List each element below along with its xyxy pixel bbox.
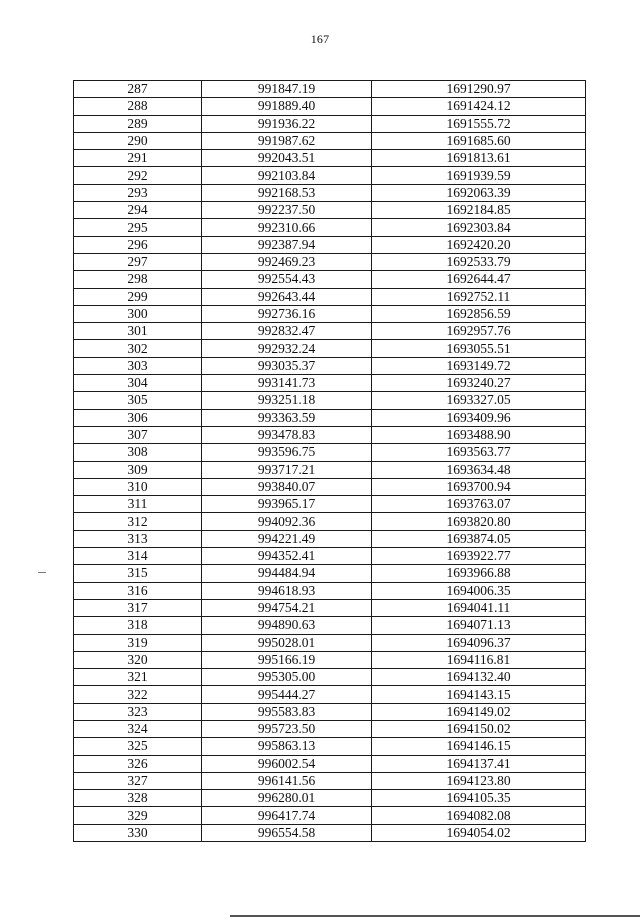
x-coordinate-cell: 995723.50 xyxy=(202,720,372,737)
point-number-cell: 302 xyxy=(74,340,202,357)
coordinates-table-body xyxy=(74,81,586,842)
table-row xyxy=(74,357,586,374)
x-coordinate-cell: 994221.49 xyxy=(202,530,372,547)
table-row xyxy=(74,323,586,340)
table-row xyxy=(74,790,586,807)
x-coordinate-cell: 996280.01 xyxy=(202,790,372,807)
point-number-cell: 289 xyxy=(74,115,202,132)
y-coordinate-cell: 1692752.11 xyxy=(372,288,586,305)
table-row xyxy=(74,617,586,634)
table-row xyxy=(74,81,586,98)
table-row xyxy=(74,184,586,201)
table-row xyxy=(74,565,586,582)
table-row xyxy=(74,375,586,392)
point-number-cell: 311 xyxy=(74,496,202,513)
y-coordinate-cell: 1691939.59 xyxy=(372,167,586,184)
x-coordinate-cell: 996554.58 xyxy=(202,824,372,841)
x-coordinate-cell: 991987.62 xyxy=(202,132,372,149)
y-coordinate-cell: 1693820.80 xyxy=(372,513,586,530)
y-coordinate-cell: 1691555.72 xyxy=(372,115,586,132)
x-coordinate-cell: 993478.83 xyxy=(202,426,372,443)
x-coordinate-cell: 995166.19 xyxy=(202,651,372,668)
table-row xyxy=(74,115,586,132)
y-coordinate-cell: 1693874.05 xyxy=(372,530,586,547)
table-row xyxy=(74,530,586,547)
y-coordinate-cell: 1693149.72 xyxy=(372,357,586,374)
y-coordinate-cell: 1694150.02 xyxy=(372,720,586,737)
x-coordinate-cell: 992387.94 xyxy=(202,236,372,253)
table-row xyxy=(74,253,586,270)
bottom-edge-rule xyxy=(230,915,640,917)
table-row xyxy=(74,461,586,478)
point-number-cell: 320 xyxy=(74,651,202,668)
point-number-cell: 288 xyxy=(74,98,202,115)
x-coordinate-cell: 992310.66 xyxy=(202,219,372,236)
y-coordinate-cell: 1693240.27 xyxy=(372,375,586,392)
x-coordinate-cell: 994092.36 xyxy=(202,513,372,530)
table-row xyxy=(74,513,586,530)
x-coordinate-cell: 991889.40 xyxy=(202,98,372,115)
point-number-cell: 299 xyxy=(74,288,202,305)
x-coordinate-cell: 995583.83 xyxy=(202,703,372,720)
table-row xyxy=(74,634,586,651)
y-coordinate-cell: 1694082.08 xyxy=(372,807,586,824)
y-coordinate-cell: 1693409.96 xyxy=(372,409,586,426)
point-number-cell: 317 xyxy=(74,599,202,616)
point-number-cell: 310 xyxy=(74,478,202,495)
x-coordinate-cell: 993965.17 xyxy=(202,496,372,513)
point-number-cell: 324 xyxy=(74,720,202,737)
y-coordinate-cell: 1694105.35 xyxy=(372,790,586,807)
table-row xyxy=(74,703,586,720)
table-row xyxy=(74,599,586,616)
x-coordinate-cell: 992103.84 xyxy=(202,167,372,184)
x-coordinate-cell: 996002.54 xyxy=(202,755,372,772)
point-number-cell: 322 xyxy=(74,686,202,703)
table-row xyxy=(74,824,586,841)
point-number-cell: 314 xyxy=(74,548,202,565)
y-coordinate-cell: 1693634.48 xyxy=(372,461,586,478)
table-row xyxy=(74,340,586,357)
point-number-cell: 316 xyxy=(74,582,202,599)
y-coordinate-cell: 1693700.94 xyxy=(372,478,586,495)
x-coordinate-cell: 992168.53 xyxy=(202,184,372,201)
margin-mark xyxy=(38,572,46,573)
table-row xyxy=(74,236,586,253)
x-coordinate-cell: 994754.21 xyxy=(202,599,372,616)
y-coordinate-cell: 1692184.85 xyxy=(372,202,586,219)
table-row xyxy=(74,150,586,167)
x-coordinate-cell: 995444.27 xyxy=(202,686,372,703)
point-number-cell: 330 xyxy=(74,824,202,841)
y-coordinate-cell: 1692420.20 xyxy=(372,236,586,253)
x-coordinate-cell: 995305.00 xyxy=(202,669,372,686)
point-number-cell: 294 xyxy=(74,202,202,219)
point-number-cell: 305 xyxy=(74,392,202,409)
y-coordinate-cell: 1693966.88 xyxy=(372,565,586,582)
x-coordinate-cell: 993141.73 xyxy=(202,375,372,392)
point-number-cell: 325 xyxy=(74,738,202,755)
y-coordinate-cell: 1693327.05 xyxy=(372,392,586,409)
x-coordinate-cell: 992643.44 xyxy=(202,288,372,305)
y-coordinate-cell: 1693488.90 xyxy=(372,426,586,443)
point-number-cell: 312 xyxy=(74,513,202,530)
table-row xyxy=(74,686,586,703)
coordinates-table xyxy=(73,80,586,842)
point-number-cell: 307 xyxy=(74,426,202,443)
x-coordinate-cell: 994484.94 xyxy=(202,565,372,582)
x-coordinate-cell: 992832.47 xyxy=(202,323,372,340)
y-coordinate-cell: 1694096.37 xyxy=(372,634,586,651)
y-coordinate-cell: 1694132.40 xyxy=(372,669,586,686)
table-row xyxy=(74,202,586,219)
y-coordinate-cell: 1691685.60 xyxy=(372,132,586,149)
point-number-cell: 308 xyxy=(74,444,202,461)
table-row xyxy=(74,392,586,409)
y-coordinate-cell: 1694123.80 xyxy=(372,772,586,789)
x-coordinate-cell: 995863.13 xyxy=(202,738,372,755)
x-coordinate-cell: 991847.19 xyxy=(202,81,372,98)
table-row xyxy=(74,219,586,236)
x-coordinate-cell: 995028.01 xyxy=(202,634,372,651)
point-number-cell: 304 xyxy=(74,375,202,392)
point-number-cell: 296 xyxy=(74,236,202,253)
table-row xyxy=(74,496,586,513)
y-coordinate-cell: 1692644.47 xyxy=(372,271,586,288)
y-coordinate-cell: 1692957.76 xyxy=(372,323,586,340)
x-coordinate-cell: 994890.63 xyxy=(202,617,372,634)
x-coordinate-cell: 992469.23 xyxy=(202,253,372,270)
x-coordinate-cell: 992736.16 xyxy=(202,305,372,322)
point-number-cell: 303 xyxy=(74,357,202,374)
point-number-cell: 309 xyxy=(74,461,202,478)
x-coordinate-cell: 993035.37 xyxy=(202,357,372,374)
table-row xyxy=(74,478,586,495)
table-row xyxy=(74,426,586,443)
table-row xyxy=(74,738,586,755)
x-coordinate-cell: 993363.59 xyxy=(202,409,372,426)
x-coordinate-cell: 992932.24 xyxy=(202,340,372,357)
point-number-cell: 292 xyxy=(74,167,202,184)
y-coordinate-cell: 1692063.39 xyxy=(372,184,586,201)
table-row xyxy=(74,720,586,737)
y-coordinate-cell: 1694143.15 xyxy=(372,686,586,703)
point-number-cell: 291 xyxy=(74,150,202,167)
y-coordinate-cell: 1691290.97 xyxy=(372,81,586,98)
x-coordinate-cell: 993717.21 xyxy=(202,461,372,478)
point-number-cell: 287 xyxy=(74,81,202,98)
table-row xyxy=(74,755,586,772)
point-number-cell: 301 xyxy=(74,323,202,340)
point-number-cell: 295 xyxy=(74,219,202,236)
x-coordinate-cell: 993596.75 xyxy=(202,444,372,461)
point-number-cell: 318 xyxy=(74,617,202,634)
y-coordinate-cell: 1693563.77 xyxy=(372,444,586,461)
x-coordinate-cell: 993840.07 xyxy=(202,478,372,495)
y-coordinate-cell: 1694137.41 xyxy=(372,755,586,772)
y-coordinate-cell: 1693763.07 xyxy=(372,496,586,513)
table-row xyxy=(74,548,586,565)
x-coordinate-cell: 994352.41 xyxy=(202,548,372,565)
y-coordinate-cell: 1692303.84 xyxy=(372,219,586,236)
x-coordinate-cell: 992237.50 xyxy=(202,202,372,219)
table-row xyxy=(74,167,586,184)
table-row xyxy=(74,409,586,426)
point-number-cell: 321 xyxy=(74,669,202,686)
table-row xyxy=(74,132,586,149)
point-number-cell: 313 xyxy=(74,530,202,547)
x-coordinate-cell: 996141.56 xyxy=(202,772,372,789)
y-coordinate-cell: 1693055.51 xyxy=(372,340,586,357)
point-number-cell: 328 xyxy=(74,790,202,807)
table-row xyxy=(74,772,586,789)
y-coordinate-cell: 1694041.11 xyxy=(372,599,586,616)
table-row xyxy=(74,669,586,686)
y-coordinate-cell: 1691424.12 xyxy=(372,98,586,115)
y-coordinate-cell: 1693922.77 xyxy=(372,548,586,565)
point-number-cell: 297 xyxy=(74,253,202,270)
y-coordinate-cell: 1691813.61 xyxy=(372,150,586,167)
y-coordinate-cell: 1694054.02 xyxy=(372,824,586,841)
table-row xyxy=(74,288,586,305)
y-coordinate-cell: 1692533.79 xyxy=(372,253,586,270)
point-number-cell: 298 xyxy=(74,271,202,288)
y-coordinate-cell: 1692856.59 xyxy=(372,305,586,322)
page-number: 167 xyxy=(310,32,330,46)
x-coordinate-cell: 992554.43 xyxy=(202,271,372,288)
table-row xyxy=(74,271,586,288)
y-coordinate-cell: 1694149.02 xyxy=(372,703,586,720)
x-coordinate-cell: 994618.93 xyxy=(202,582,372,599)
y-coordinate-cell: 1694146.15 xyxy=(372,738,586,755)
point-number-cell: 293 xyxy=(74,184,202,201)
point-number-cell: 300 xyxy=(74,305,202,322)
table-row xyxy=(74,98,586,115)
point-number-cell: 306 xyxy=(74,409,202,426)
y-coordinate-cell: 1694071.13 xyxy=(372,617,586,634)
y-coordinate-cell: 1694116.81 xyxy=(372,651,586,668)
point-number-cell: 327 xyxy=(74,772,202,789)
table-row xyxy=(74,807,586,824)
table-row xyxy=(74,582,586,599)
x-coordinate-cell: 993251.18 xyxy=(202,392,372,409)
table-row xyxy=(74,305,586,322)
x-coordinate-cell: 992043.51 xyxy=(202,150,372,167)
table-row xyxy=(74,651,586,668)
x-coordinate-cell: 996417.74 xyxy=(202,807,372,824)
point-number-cell: 323 xyxy=(74,703,202,720)
y-coordinate-cell: 1694006.35 xyxy=(372,582,586,599)
table-row xyxy=(74,444,586,461)
point-number-cell: 329 xyxy=(74,807,202,824)
point-number-cell: 315 xyxy=(74,565,202,582)
point-number-cell: 319 xyxy=(74,634,202,651)
point-number-cell: 290 xyxy=(74,132,202,149)
x-coordinate-cell: 991936.22 xyxy=(202,115,372,132)
point-number-cell: 326 xyxy=(74,755,202,772)
